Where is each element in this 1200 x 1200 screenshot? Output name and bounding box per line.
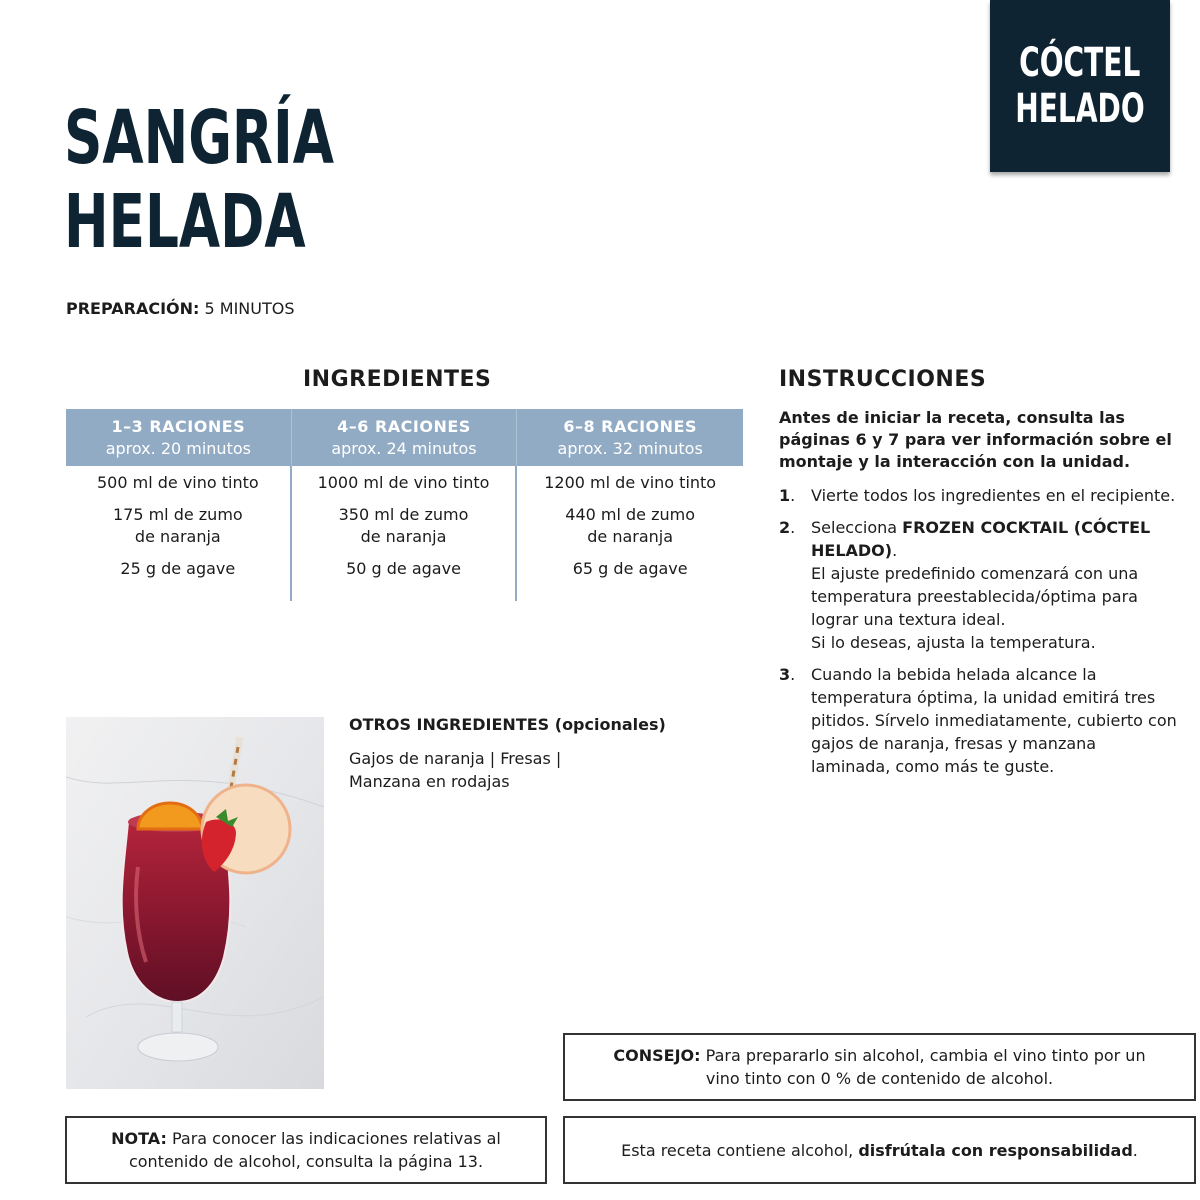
ingredients-heading: INGREDIENTES — [303, 367, 492, 392]
ingredient-text: 1200 ml de vino tinto — [544, 473, 717, 492]
step-line — [811, 516, 1179, 562]
ingredient-text: 440 ml de zumo — [565, 505, 696, 524]
ingredient-text: 25 g de agave — [120, 559, 236, 578]
step-number: 3 . — [779, 663, 811, 778]
servings-label: 1–3 RACIONES — [111, 416, 246, 436]
instruction-step — [779, 484, 1179, 507]
servings-label: 6–8 RACIONES — [563, 416, 697, 436]
ingredient-item — [66, 472, 290, 494]
time-label: aprox. 32 minutos — [557, 438, 703, 458]
ingredient-text: 175 ml de zumo — [112, 505, 243, 524]
tip-label: CONSEJO: — [613, 1046, 701, 1065]
ingredient-item — [292, 558, 516, 580]
instruction-step — [779, 516, 1179, 654]
ingredients-table — [66, 409, 743, 601]
alcohol-warning-box — [563, 1116, 1196, 1184]
tip-box — [563, 1033, 1196, 1101]
step-number: 1 . — [779, 484, 811, 507]
column-header — [292, 409, 518, 466]
step-detail: El ajuste predefinido comenzará con una temperatura preestablecida/óptima para lograr una textura ideal. — [811, 564, 1139, 629]
ingredient-text: 50 g de agave — [346, 559, 461, 578]
alcohol-warning-text: Esta receta contiene alcohol, — [621, 1140, 859, 1160]
time-label: aprox. 24 minutos — [331, 438, 477, 458]
column-body — [517, 466, 743, 601]
ingredient-text: de naranja — [360, 527, 447, 546]
step-text: Vierte todos los ingredientes en el recipiente. — [811, 486, 1176, 505]
optional-ingredients-text: Gajos de naranja | Fresas | Manzana en rodajas — [349, 749, 562, 791]
instructions-steps — [779, 484, 1179, 787]
column-body — [292, 466, 518, 601]
ingredient-item — [66, 558, 290, 580]
note-content — [96, 1127, 516, 1173]
ingredient-text: 65 g de agave — [572, 559, 688, 578]
note-box — [65, 1116, 547, 1184]
ingredients-column — [66, 409, 292, 601]
alcohol-warning-content — [621, 1139, 1138, 1162]
column-body — [66, 466, 292, 601]
column-header — [517, 409, 743, 466]
ingredient-item — [292, 472, 516, 494]
note-label: NOTA: — [111, 1129, 167, 1148]
ingredient-item — [292, 504, 516, 548]
step-text-part: . — [892, 541, 898, 560]
preparation-value: 5 MINUTOS — [204, 299, 295, 318]
step-text-part: Selecciona — [811, 518, 903, 537]
ingredients-column — [292, 409, 518, 601]
alcohol-warning-end: . — [1132, 1140, 1138, 1160]
servings-label: 4–6 RACIONES — [337, 416, 471, 436]
step-text — [811, 516, 1179, 654]
ingredient-text: 500 ml de vino tinto — [96, 473, 259, 492]
ingredient-item — [517, 472, 743, 494]
step-number: 2 . — [779, 516, 811, 654]
badge-line-2: HELADO — [1015, 86, 1145, 132]
recipe-title-line-2: HELADA — [64, 179, 306, 265]
step-text: Cuando la bebida helada alcance la temperatura óptima, la unidad emitirá tres pitidos. Sírvelo inmediatamente, cubierto con gajos de naranja, fresas y manzana laminada, como más te guste. — [811, 665, 1177, 776]
time-label: aprox. 20 minutos — [105, 438, 251, 458]
optional-ingredients-title: OTROS INGREDIENTES (opcionales) — [349, 715, 666, 734]
category-badge — [990, 0, 1170, 172]
ingredient-text: de naranja — [134, 527, 221, 546]
alcohol-warning-bold: disfrútala con responsabilidad — [858, 1140, 1133, 1160]
preparation-time — [66, 299, 295, 318]
ingredient-item — [517, 504, 743, 548]
column-header — [66, 409, 292, 466]
instruction-step — [779, 663, 1179, 778]
step-detail: Si lo deseas, ajusta la temperatura. — [811, 633, 1096, 652]
ingredient-item — [66, 504, 290, 548]
ingredient-text: 350 ml de zumo — [338, 505, 469, 524]
instructions-heading: INSTRUCCIONES — [779, 367, 987, 392]
badge-line-1: CÓCTEL — [1019, 40, 1141, 86]
note-text: Para conocer las indicaciones relativas al contenido de alcohol, consulta la página 13. — [128, 1129, 501, 1171]
sangria-photo — [66, 717, 324, 1089]
program-name: FROZEN COCKTAIL (CÓCTEL HELADO) — [811, 518, 1151, 560]
instructions-intro: Antes de iniciar la receta, consulta las páginas 6 y 7 para ver información sobre el montaje y la interacción con la unidad. — [779, 408, 1172, 471]
ingredients-column — [517, 409, 743, 601]
recipe-title — [64, 96, 334, 264]
ingredient-text: 1000 ml de vino tinto — [317, 473, 490, 492]
tip-text: Para prepararlo sin alcohol, cambia el vino tinto por un vino tinto con 0 % de contenido de alcohol. — [700, 1046, 1146, 1088]
preparation-label: PREPARACIÓN: — [66, 299, 200, 318]
recipe-title-line-1: SANGRÍA — [64, 95, 335, 181]
ingredient-text: de naranja — [587, 527, 674, 546]
tip-content — [610, 1044, 1150, 1090]
ingredient-item — [517, 558, 743, 580]
